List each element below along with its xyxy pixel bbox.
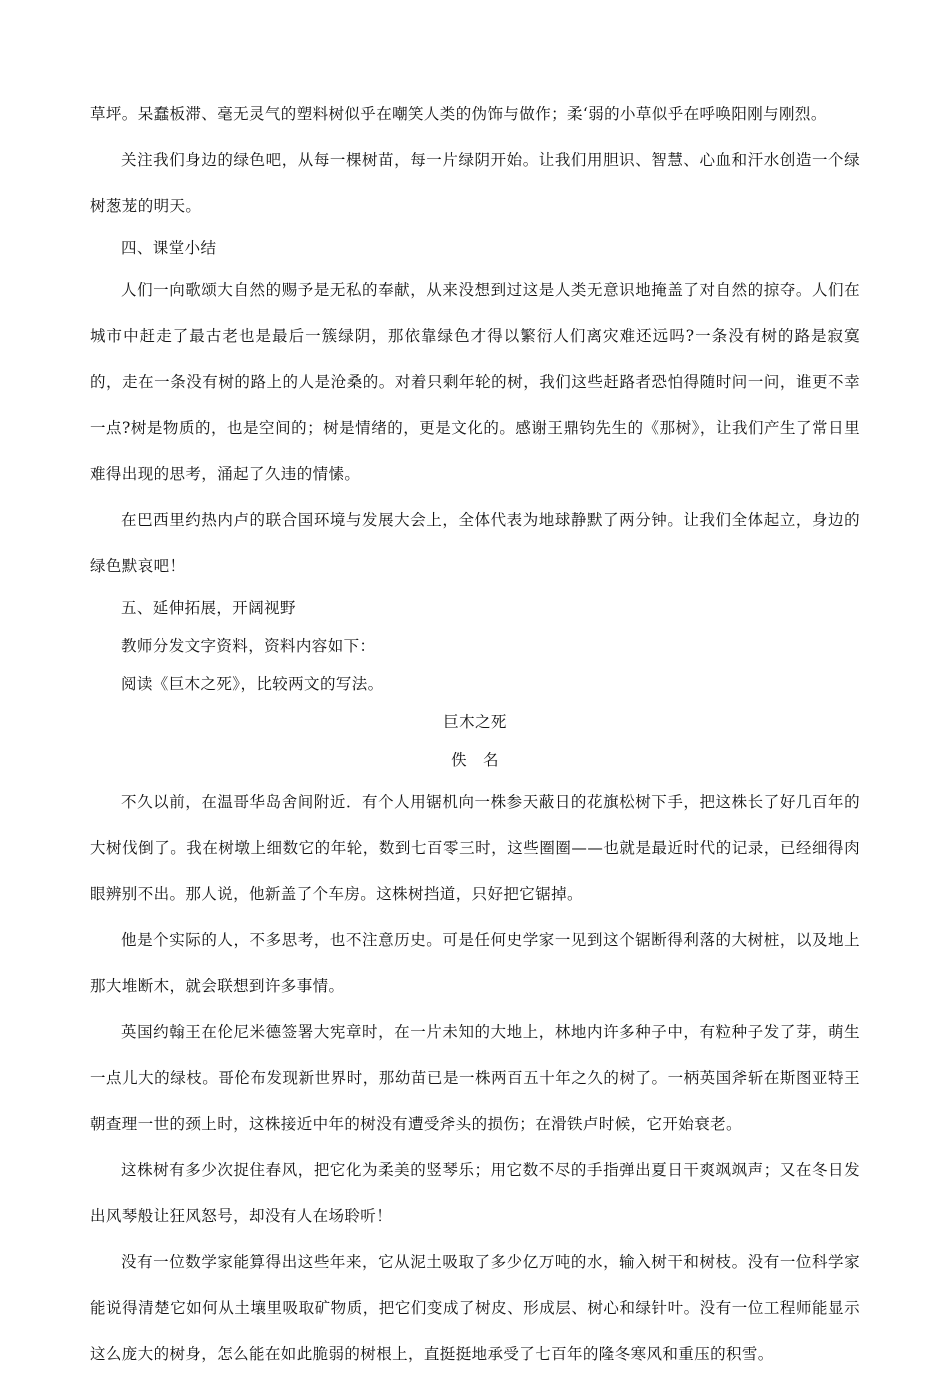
article-author: 佚 名 <box>451 751 499 769</box>
paragraph: 关注我们身边的绿色吧，从每一棵树苗，每一片绿阴开始。让我们用胆识、智慧、心血和汗水创造一个绿树葱茏的明天。 <box>90 151 860 215</box>
article-paragraph: 这株树有多少次捉住春风，把它化为柔美的竖琴乐；用它数不尽的手指弹出夏日干爽飒飒声；又在冬日发出风琴般让狂风怒号，却没有人在场聆听！ <box>90 1161 860 1225</box>
paragraph: 草坪。呆蠢板滞、毫无灵气的塑料树似乎在嘲笑人类的伪饰与做作；柔‘弱的小草似乎在呼唤阳刚与刚烈。 <box>90 105 827 123</box>
paragraph: 在巴西里约热内卢的联合国环境与发展大会上，全体代表为地球静默了两分钟。让我们全体起立，身边的绿色默哀吧！ <box>90 511 860 575</box>
paragraph: 教师分发文字资料，资料内容如下： <box>121 637 376 655</box>
article-paragraph: 英国约翰王在伦尼米德签署大宪章时，在一片未知的大地上，林地内许多种子中，有粒种子发了芽，萌生一点儿大的绿枝。哥伦布发现新世界时，那幼苗已是一株两百五十年之久的树了。一柄英国斧斩在斯图亚特王朝查理一世的颈上时，这株接近中年的树没有遭受斧头的损伤；在滑铁卢时候，它开始衰老。 <box>90 1023 860 1133</box>
paragraph: 阅读《巨木之死》，比较两文的写法。 <box>121 675 384 693</box>
article-paragraph: 他是个实际的人，不多思考，也不注意历史。可是任何史学家一见到这个锯断得利落的大树桩，以及地上那大堆断木，就会联想到许多事情。 <box>90 931 860 995</box>
section-heading: 五、延伸拓展，开阔视野 <box>121 599 296 617</box>
section-heading: 四、课堂小结 <box>121 239 217 257</box>
article-title: 巨木之死 <box>443 713 507 731</box>
article-paragraph: 没有一位数学家能算得出这些年来，它从泥土吸取了多少亿万吨的水，输入树干和树枝。没有一位科学家能说得清楚它如何从土壤里吸取矿物质，把它们变成了树皮、形成层、树心和绿针叶。没有一位工程师能显示这么庞大的树身，怎么能在如此脆弱的树根上，直挺挺地承受了七百年的隆冬寒风和重压的积雪。 <box>90 1253 860 1363</box>
paragraph: 人们一向歌颂大自然的赐予是无私的奉献，从来没想到过这是人类无意识地掩盖了对自然的掠夺。人们在城市中赶走了最古老也是最后一簇绿阴，那依靠绿色才得以繁衍人们离灾难还远吗?一条没有树的路是寂寞的，走在一条没有树的路上的人是沧桑的。对着只剩年轮的树，我们这些赶路者恐怕得随时问一问，谁更不幸一点?树是物质的，也是空间的；树是情绪的，更是文化的。感谢王鼎钧先生的《那树》，让我们产生了常日里难得出现的思考，涌起了久违的情愫。 <box>90 281 860 483</box>
article-paragraph: 不久以前，在温哥华岛舍间附近．有个人用锯机向一株参天蔽日的花旗松树下手，把这株长了好几百年的大树伐倒了。我在树墩上细数它的年轮，数到七百零三时，这些圈圈——也就是最近时代的记录，已经细得肉眼辨别不出。那人说，他新盖了个车房。这株树挡道，只好把它锯掉。 <box>90 793 860 903</box>
